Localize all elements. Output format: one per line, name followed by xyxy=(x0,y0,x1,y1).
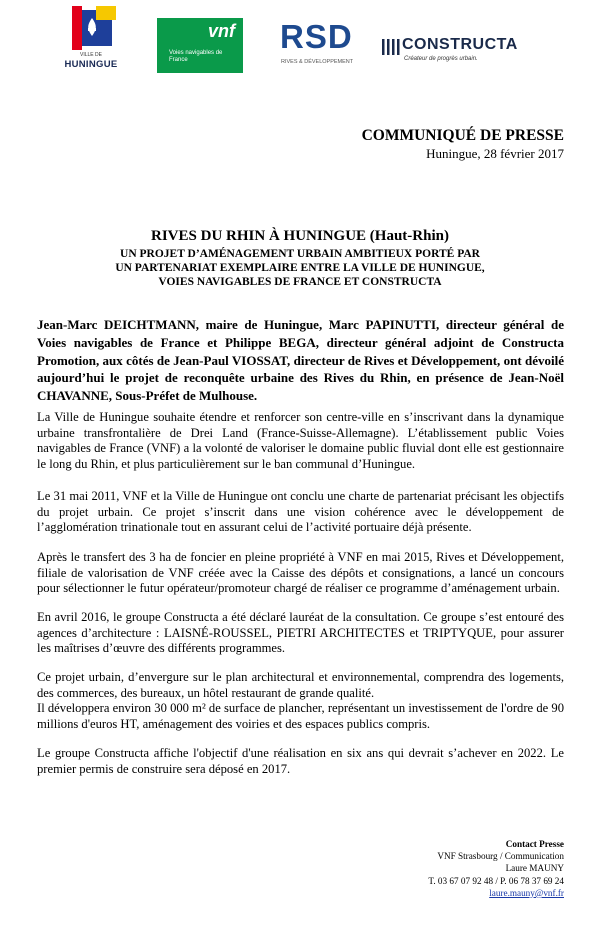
huningue-logo-name: HUNINGUE xyxy=(64,59,118,70)
paragraph-text: En avril 2016, le groupe Constructa a été déclaré lauréat de la consultation. Ce groupe s’est entouré des agences d’architecture : LAISNÉ-ROUSSEL, PIETRI ARCHITECTES et TRIPTYQUE, pour assurer les maîtrises d’œuvre des différents programmes. xyxy=(37,610,564,656)
contact-person: Laure MAUNY xyxy=(505,863,564,874)
communique-heading: COMMUNIQUÉ DE PRESSE xyxy=(361,127,564,144)
paragraph-text: Ce projet urbain, d’envergure sur le plan architectural et environnemental, comprendra des logements, des commerces, des bureaux, un hôtel restaurant de grande qualité. xyxy=(37,670,564,700)
vnf-logo-subtitle: Voies navigables de France xyxy=(169,50,223,63)
contact-phones: T. 03 67 07 92 48 / P. 06 78 37 69 24 xyxy=(428,875,564,886)
constructa-logo-word: CONSTRUCTA xyxy=(402,36,518,53)
page-title: RIVES DU RHIN À HUNINGUE (Haut-Rhin) xyxy=(151,228,449,244)
vnf-logo xyxy=(157,18,243,73)
constructa-bars-icon xyxy=(382,39,400,55)
body-paragraph xyxy=(37,489,564,536)
huningue-crest-icon xyxy=(66,6,118,50)
communique-date: Huningue, 28 février 2017 xyxy=(426,146,564,161)
paragraph-text: Après le transfert des 3 ha de foncier en pleine propriété à VNF en mai 2015, Rives et Développement, filiale de valorisation de VNF créée avec la Caisse des dépôts et consignations, a lancé un concours pour sélectionner le futur opérateur/promoteur chargé de réaliser ce programme d’aménagement urbain. xyxy=(37,550,564,596)
contact-heading: Contact Presse xyxy=(505,839,564,849)
body-paragraph xyxy=(37,746,564,777)
subtitle-line: UN PARTENARIAT EXEMPLAIRE ENTRE LA VILLE DE HUNINGUE, xyxy=(115,262,485,274)
rsd-logo xyxy=(278,20,358,70)
huningue-logo-small-text: VILLE DE xyxy=(80,52,102,58)
huningue-logo xyxy=(60,6,122,72)
press-contact xyxy=(364,838,564,899)
body-paragraph xyxy=(37,410,564,472)
paragraph-text: La Ville de Huningue souhaite étendre et renforcer son centre-ville en s’inscrivant dans la dynamique urbaine transfrontalière de Drei Land (France-Suisse-Allemagne). L’établissement public Voies navigables de France (VNF) a la volonté de valoriser le domaine public fluvial dont elle est gestionnaire le long du Rhin, et plus particulièrement sur le ban communal d’Huningue. xyxy=(37,410,564,471)
body-paragraph xyxy=(37,610,564,657)
paragraph-text: Le groupe Constructa affiche l'objectif d'une réalisation en six ans qui devrait s’achever en 2022. Le premier permis de construire sera déposé en 2017. xyxy=(37,746,564,776)
constructa-logo xyxy=(382,36,532,72)
lead-paragraph: Jean-Marc DEICHTMANN, maire de Huningue, Marc PAPINUTTI, directeur général de Voies navigables de France et Philippe BEGA, directeur général adjoint de Constructa Promotion, aux côtés de Jean-Paul VIOSSAT, directeur de Rives et Développement, ont dévoilé aujourd’hui le projet de reconquête urbaine des Rives du Rhin, en présence de Jean-Noël CHAVANNE, Sous-Préfet de Mulhouse. xyxy=(37,317,564,404)
paragraph-text: Il développera environ 30 000 m² de surface de plancher, représentant un investissement de l'ordre de 90 millions d'euros HT, aménagement des voiries et des espaces publics compris. xyxy=(37,701,564,731)
vnf-logo-word: vnf xyxy=(208,21,235,41)
subtitle-line: UN PROJET D’AMÉNAGEMENT URBAIN AMBITIEUX PORTÉ PAR xyxy=(120,248,480,260)
rsd-logo-subtitle: RIVES & DÉVELOPPEMENT xyxy=(281,59,354,65)
subtitle-line: VOIES NAVIGABLES DE FRANCE ET CONSTRUCTA xyxy=(158,276,442,288)
paragraph-text: Le 31 mai 2011, VNF et la Ville de Huningue ont conclu une charte de partenariat précisant les objectifs du projet urbain. Ce projet s’inscrit dans une vision cohérence avec le développement de l’agglomération trinationale tout en assurant celui de l’activité portuaire déjà présente. xyxy=(37,489,564,535)
body-paragraph xyxy=(37,670,564,732)
rsd-logo-word: RSD xyxy=(280,18,353,55)
contact-organization: VNF Strasbourg / Communication xyxy=(437,851,564,862)
constructa-logo-subtitle: Créateur de progrès urbain. xyxy=(404,56,478,62)
body-paragraph xyxy=(37,550,564,597)
contact-email-link[interactable]: laure.mauny@vnf.fr xyxy=(489,887,564,898)
